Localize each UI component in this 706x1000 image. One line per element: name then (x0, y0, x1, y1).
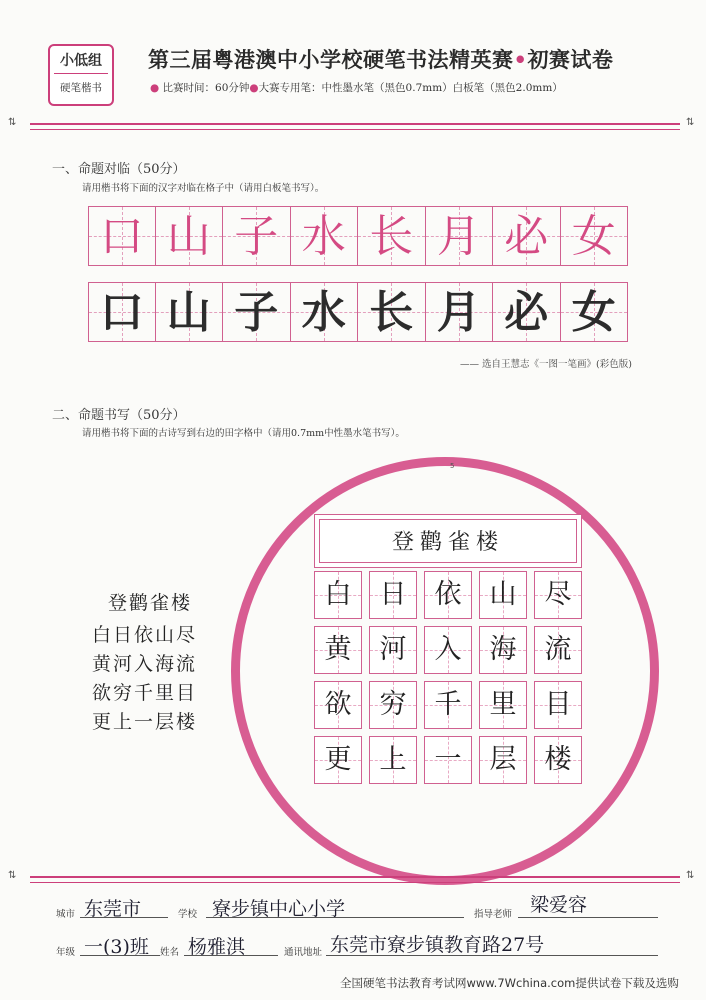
tian-cell[interactable] (424, 571, 472, 619)
grid-cell[interactable] (223, 282, 291, 342)
written-char: 女 (571, 287, 616, 338)
site-footer-note: 全国硬笔书法教育考试网www.7Wchina.com提供试卷下载及选购 (340, 976, 679, 990)
poem-line: 更上一层楼 (92, 711, 198, 733)
tian-cell[interactable] (424, 736, 472, 784)
tian-cell[interactable] (314, 681, 362, 729)
written-char: 必 (504, 287, 549, 338)
written-char: 楼 (544, 744, 572, 775)
footer-rule-thin (30, 882, 680, 883)
tian-cell[interactable] (479, 571, 527, 619)
name-underline (184, 955, 278, 956)
footer-rule (30, 876, 680, 878)
grid-cell[interactable] (156, 282, 224, 342)
bullet-icon: ● (249, 82, 259, 94)
grid-cell[interactable] (358, 282, 426, 342)
tian-cell[interactable] (314, 571, 362, 619)
tian-cell[interactable] (534, 681, 582, 729)
page-number: 5 (450, 462, 455, 470)
source-credit: —— 选自王慧志《一图一笔画》(彩色版) (460, 359, 632, 370)
written-char: 日 (379, 579, 407, 610)
written-char: 河 (379, 634, 407, 665)
written-title-box[interactable] (314, 514, 582, 568)
tian-cell[interactable] (479, 681, 527, 729)
poem-line: 欲穷千里目 (92, 682, 198, 704)
contest-time: 比赛时间：60分钟 (162, 82, 250, 94)
city-label: 城市 (56, 909, 76, 920)
tian-cell[interactable] (314, 736, 362, 784)
grid-cell[interactable] (426, 282, 494, 342)
model-char: 月 (436, 211, 481, 262)
written-char: 层 (489, 744, 517, 775)
tian-cell[interactable] (479, 626, 527, 674)
title-main: 第三届粤港澳中小学校硬笔书法精英赛 (148, 48, 514, 72)
written-char: 山 (166, 287, 211, 338)
model-char: 女 (571, 211, 616, 262)
bullet-icon: ● (150, 82, 160, 94)
written-char: 月 (436, 287, 481, 338)
written-char: 尽 (544, 579, 572, 610)
city-underline (80, 917, 168, 918)
model-char: 口 (99, 211, 144, 262)
written-char: 白 (324, 579, 352, 610)
model-char: 山 (166, 211, 211, 262)
tian-cell[interactable] (534, 571, 582, 619)
written-char: 目 (544, 689, 572, 720)
written-char: 子 (234, 287, 279, 338)
tian-cell[interactable] (479, 736, 527, 784)
tian-cell[interactable] (369, 626, 417, 674)
tian-cell[interactable] (424, 681, 472, 729)
school-label: 学校 (178, 909, 198, 920)
badge-divider (54, 73, 108, 74)
grid-cell (223, 206, 291, 266)
written-char: 水 (301, 287, 346, 338)
written-char: 流 (544, 634, 572, 665)
tian-cell[interactable] (314, 626, 362, 674)
arrow-corner-icon: ⇅ (8, 117, 17, 128)
written-char: 千 (434, 689, 462, 720)
grid-cell (426, 206, 494, 266)
section1-instructions: 请用楷书将下面的汉字对临在格子中（请用白板笔书写）。 (82, 183, 325, 194)
group-badge (48, 44, 114, 106)
written-char: 更 (324, 744, 352, 775)
address-field[interactable]: 东莞市寮步镇教育路27号 (330, 934, 545, 956)
page-title (148, 44, 613, 74)
arrow-corner-icon: ⇅ (686, 870, 695, 881)
tian-cell[interactable] (369, 681, 417, 729)
badge-category-label: 硬笔楷书 (60, 82, 102, 94)
address-label: 通讯地址 (284, 947, 323, 958)
tian-cell[interactable] (369, 571, 417, 619)
model-char: 子 (234, 211, 279, 262)
written-char: 入 (434, 634, 462, 665)
written-char: 口 (99, 287, 144, 338)
grid-cell (291, 206, 359, 266)
grid-cell (88, 206, 156, 266)
name-field[interactable]: 杨雅淇 (188, 936, 246, 958)
model-char: 水 (301, 211, 346, 262)
written-char: 海 (489, 634, 517, 665)
name-label: 姓名 (160, 947, 180, 958)
contest-pens: 大赛专用笔：中性墨水笔（黑色0.7mm）白板笔（黑色2.0mm） (258, 82, 563, 94)
grid-cell[interactable] (561, 282, 629, 342)
tian-cell[interactable] (534, 736, 582, 784)
written-char: 山 (489, 579, 517, 610)
grid-cell (493, 206, 561, 266)
tian-cell[interactable] (369, 736, 417, 784)
written-char: 黄 (324, 634, 352, 665)
tian-cell[interactable] (424, 626, 472, 674)
title-separator: • (513, 48, 528, 72)
section1-title: 一、命题对临（50分） (52, 162, 186, 177)
poem-line: 白日依山尽 (92, 624, 198, 646)
model-char: 必 (504, 211, 549, 262)
teacher-underline (518, 917, 658, 918)
section2-instructions: 请用楷书将下面的古诗写到右边的田字格中（请用0.7mm中性墨水笔书写）。 (82, 428, 405, 439)
model-char-grid (88, 206, 628, 266)
header-rule (30, 123, 680, 125)
grid-cell (561, 206, 629, 266)
tian-cell[interactable] (534, 626, 582, 674)
written-char: 欲 (324, 689, 352, 720)
written-char: 里 (489, 689, 517, 720)
written-char: 依 (434, 579, 462, 610)
badge-group-label: 小低组 (60, 53, 102, 69)
school-field[interactable]: 寮步镇中心小学 (212, 898, 346, 920)
section2-title: 二、命题书写（50分） (52, 408, 186, 423)
written-char: 穷 (379, 689, 407, 720)
written-title: 登鹳雀楼 (391, 530, 504, 555)
written-char: 长 (369, 287, 414, 338)
address-underline (326, 955, 658, 956)
teacher-label: 指导老师 (474, 909, 513, 920)
title-tail: 初赛试卷 (527, 48, 614, 72)
arrow-corner-icon: ⇅ (8, 870, 17, 881)
grade-underline (80, 955, 160, 956)
poem-line: 黄河入海流 (92, 653, 198, 675)
school-underline (206, 917, 464, 918)
written-char: 一 (434, 744, 462, 775)
poem-title: 登鹳雀楼 (108, 592, 193, 614)
grid-cell (358, 206, 426, 266)
grid-cell (156, 206, 224, 266)
grid-cell[interactable] (493, 282, 561, 342)
written-char: 上 (379, 744, 407, 775)
city-field[interactable]: 东莞市 (84, 898, 142, 920)
grid-cell[interactable] (88, 282, 156, 342)
arrow-corner-icon: ⇅ (686, 117, 695, 128)
grid-cell[interactable] (291, 282, 359, 342)
header-rule-thin (30, 129, 680, 130)
grade-label: 年级 (56, 947, 76, 958)
model-char: 长 (369, 211, 414, 262)
grade-field[interactable]: 一(3)班 (84, 936, 149, 958)
written-char-grid (88, 282, 628, 342)
contest-info (150, 80, 563, 95)
teacher-field[interactable]: 梁爱容 (530, 894, 588, 916)
